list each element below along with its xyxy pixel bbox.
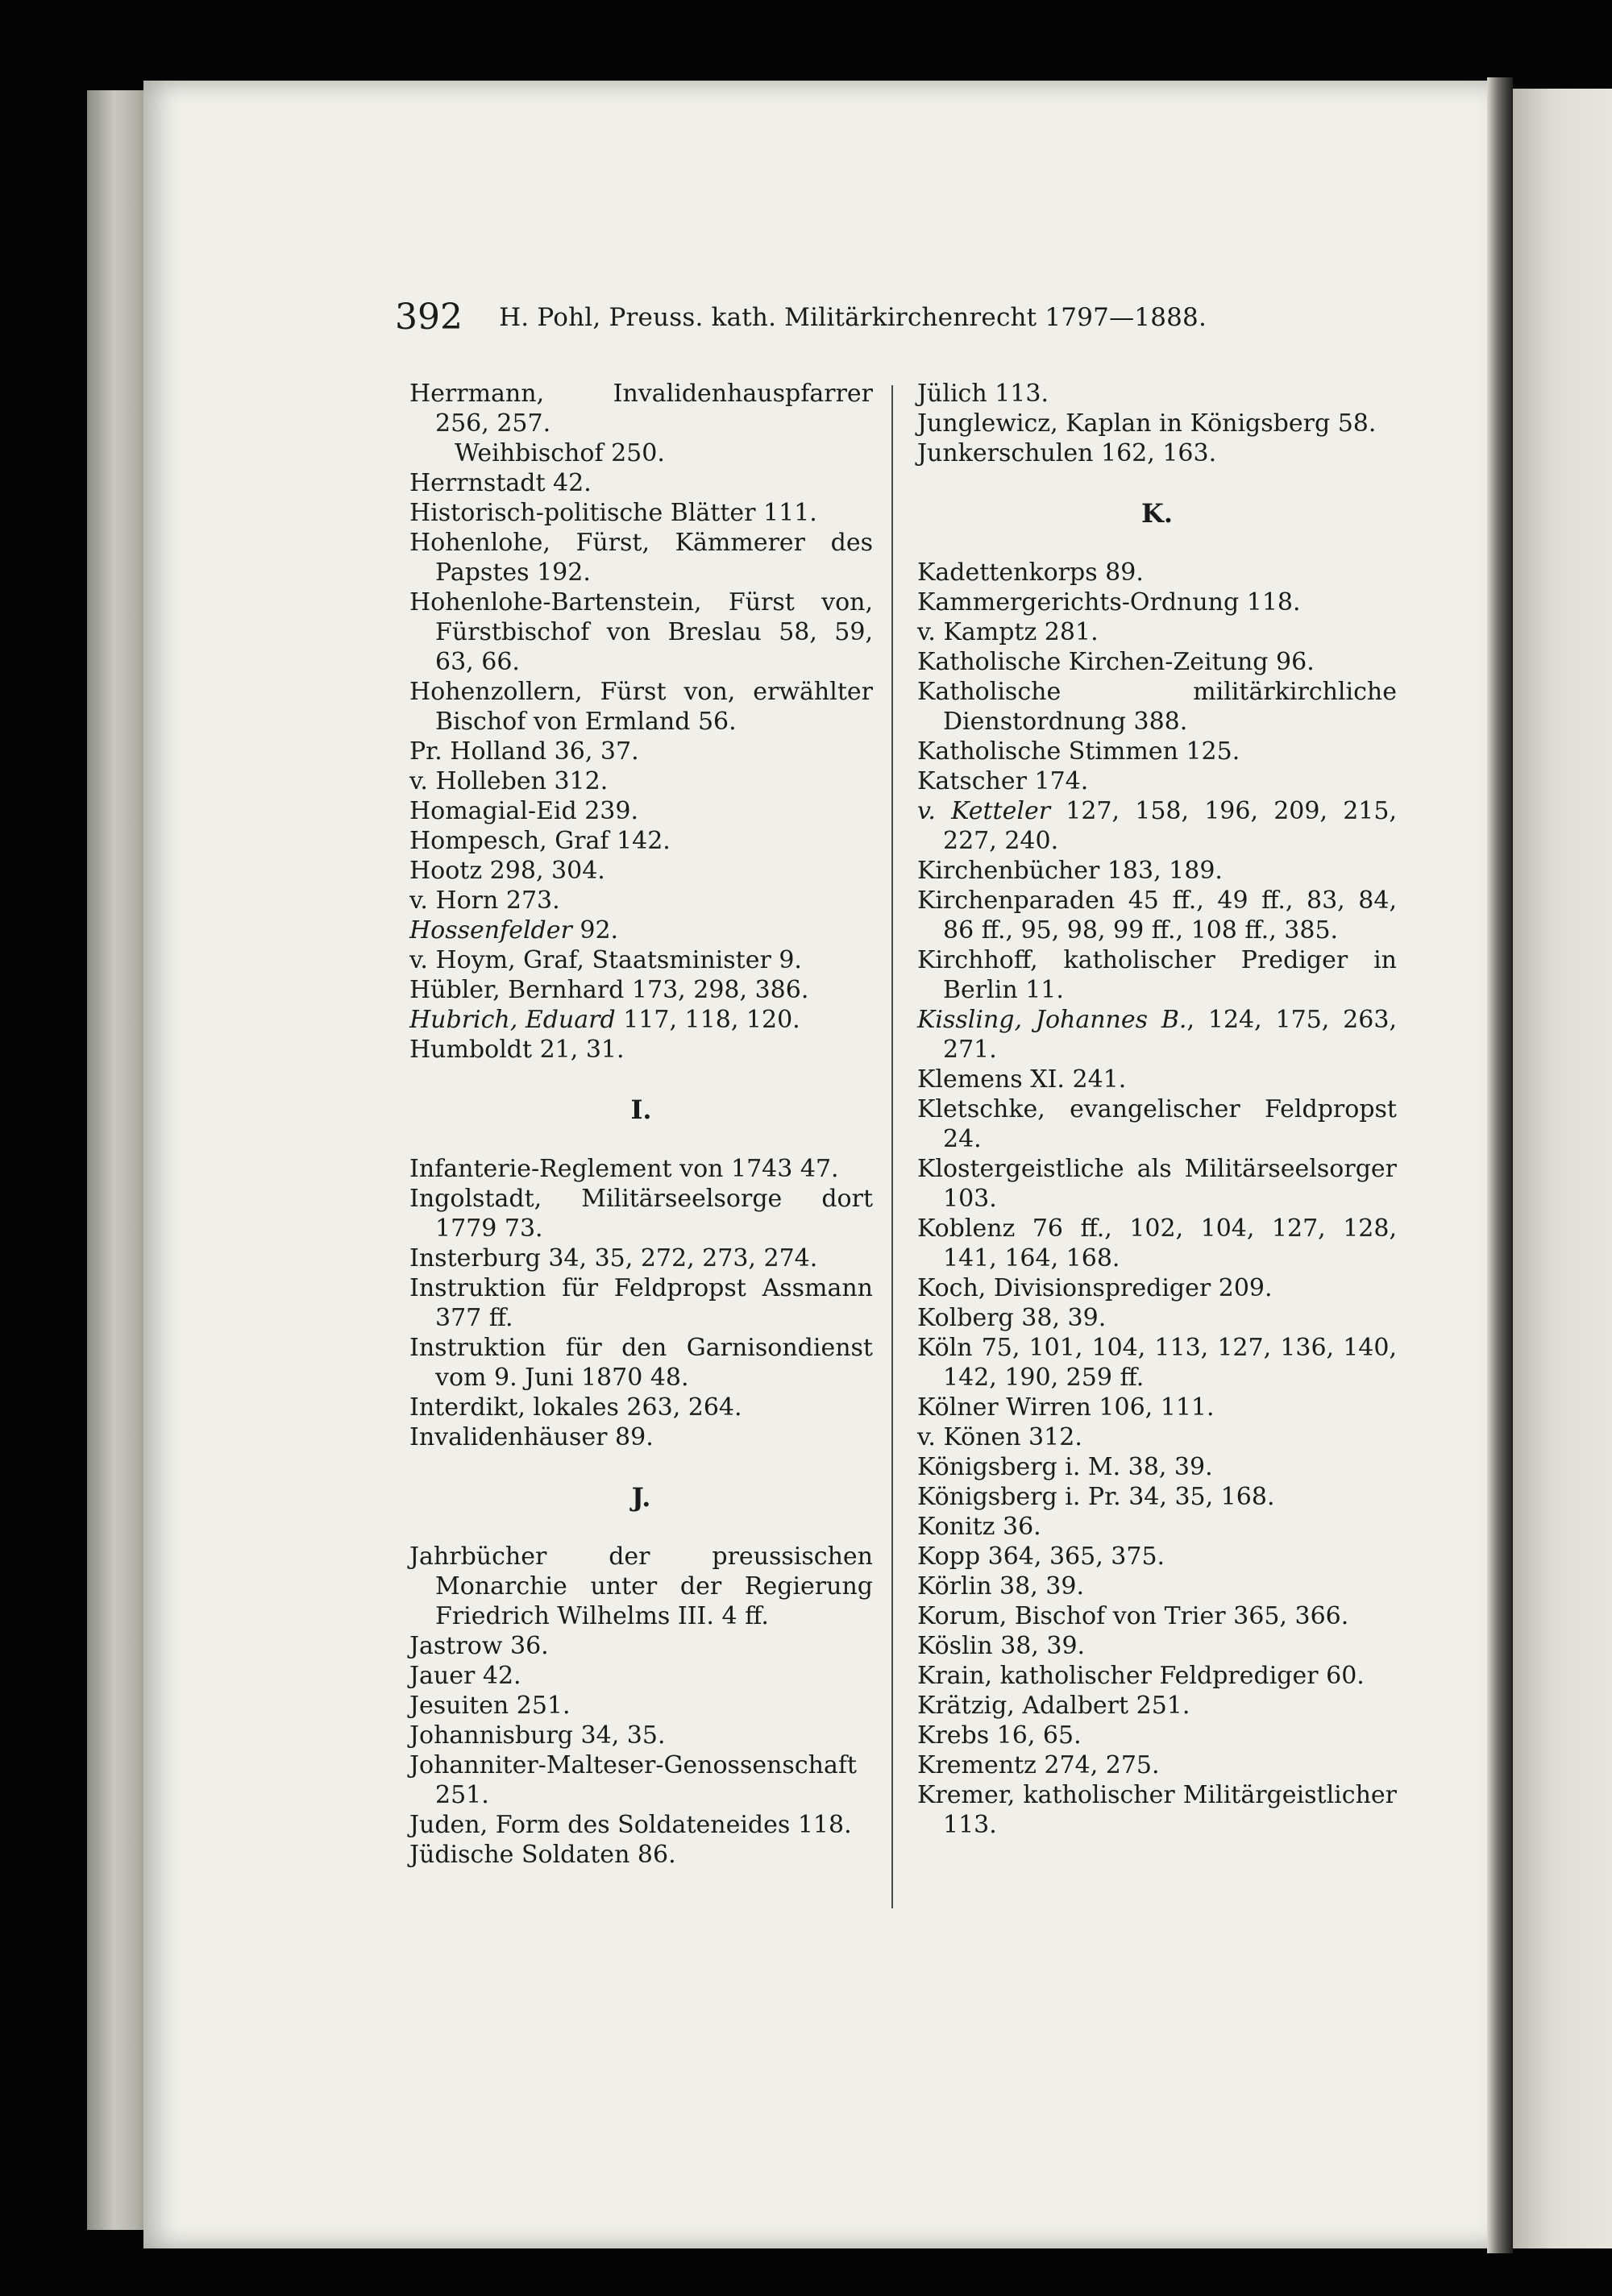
index-entry: Kammergerichts-Ordnung 118. (917, 588, 1301, 617)
index-entry-name: Hossenfelder (409, 916, 572, 945)
index-entry: Krementz 274, 275. (917, 1751, 1160, 1779)
index-entry: Hohenzollern, Fürst von, erwählter Bischof von Ermland 56. (409, 678, 873, 736)
index-entry: Königsberg i. Pr. 34, 35, 168. (917, 1483, 1275, 1511)
index-entry: Köslin 38, 39. (917, 1632, 1086, 1660)
index-entry: Interdikt, lokales 263, 264. (409, 1393, 742, 1422)
index-entry: Herrnstadt 42. (409, 469, 592, 497)
index-entry: Humboldt 21, 31. (409, 1036, 625, 1064)
index-entry: Infanterie-Reglement von 1743 47. (409, 1155, 839, 1183)
index-entry: Jastrow 36. (409, 1632, 549, 1660)
index-entry: v. Könen 312. (917, 1423, 1082, 1451)
index-entry: Hompesch, Graf 142. (409, 827, 671, 855)
index-entry: Korum, Bischof von Trier 365, 366. (917, 1602, 1349, 1630)
index-entry: Junkerschulen 162, 163. (917, 439, 1217, 467)
index-entry: Katscher 174. (917, 767, 1089, 795)
index-entry (409, 915, 873, 945)
index-entry: Köln 75, 101, 104, 113, 127, 136, 140, 142, 190, 259 ff. (917, 1334, 1397, 1392)
index-entry: Hohenlohe, Fürst, Kämmerer des Papstes 192. (409, 529, 873, 587)
index-entry: Johannisburg 34, 35. (409, 1721, 666, 1750)
index-entry: Historisch-politische Blätter 111. (409, 499, 817, 527)
index-entry: Katholische militärkirchliche Dienstordnung 388. (917, 678, 1397, 736)
index-entry: Kadettenkorps 89. (917, 558, 1144, 587)
index-entry: Instruktion für den Garnisondienst vom 9. Juni 1870 48. (409, 1334, 873, 1392)
entries-h (409, 379, 873, 1065)
entries-j (409, 1542, 873, 1870)
index-entry (409, 1005, 873, 1035)
index-entry: Jesuiten 251. (409, 1692, 571, 1720)
index-entry: Kletschke, evangelischer Feldpropst 24. (917, 1095, 1397, 1153)
index-entry: Instruktion für Feldpropst Assmann 377 ff. (409, 1274, 873, 1332)
index-entry: Königsberg i. M. 38, 39. (917, 1453, 1213, 1481)
index-entry: Kopp 364, 365, 375. (917, 1542, 1165, 1571)
index-entry: Krebs 16, 65. (917, 1721, 1082, 1750)
index-entry: Klemens XI. 241. (917, 1065, 1127, 1094)
index-entry: Jüdische Soldaten 86. (409, 1841, 676, 1869)
index-entry: Johanniter-Malteser-Genossenschaft 251. (409, 1751, 857, 1809)
header-title: H. Pohl, Preuss. kath. Militärkirchenrecht 1797—1888. (499, 303, 1207, 332)
running-head (395, 297, 1306, 345)
index-entry: Ingolstadt, Militärseelsorge dort 1779 73. (409, 1185, 873, 1243)
index-entry: Körlin 38, 39. (917, 1572, 1085, 1601)
index-entry: Kolberg 38, 39. (917, 1304, 1107, 1332)
index-entry: Kirchhoff, katholischer Prediger in Berlin 11. (917, 946, 1397, 1004)
index-entry: v. Kamptz 281. (917, 618, 1099, 646)
index-column-right (917, 379, 1397, 1840)
index-entry: Invalidenhäuser 89. (409, 1423, 654, 1451)
index-entry (917, 796, 1397, 856)
index-entry-name: Hubrich, Eduard (409, 1006, 616, 1034)
index-entry: v. Horn 273. (409, 886, 560, 915)
index-entry (917, 1005, 1397, 1065)
index-entry: Koch, Divisionsprediger 209. (917, 1274, 1273, 1302)
index-entry: Koblenz 76 ff., 102, 104, 127, 128, 141, 164, 168. (917, 1214, 1397, 1273)
facing-page-edge (1513, 89, 1612, 2248)
index-entry: Hübler, Bernhard 173, 298, 386. (409, 976, 809, 1004)
index-entry-name: Kissling, Johannes B. (917, 1006, 1187, 1034)
index-entry-pages: 92. (571, 916, 619, 945)
index-entry: Insterburg 34, 35, 272, 273, 274. (409, 1244, 818, 1273)
entries-k (917, 558, 1397, 1840)
index-entry: Katholische Kirchen-Zeitung 96. (917, 648, 1315, 676)
index-entry: Katholische Stimmen 125. (917, 737, 1240, 766)
index-entry: Konitz 36. (917, 1513, 1041, 1541)
index-entry: Kirchenparaden 45 ff., 49 ff., 83, 84, 86 ff., 95, 98, 99 ff., 108 ff., 385. (917, 886, 1397, 945)
index-entry: Homagial-Eid 239. (409, 797, 639, 825)
book-gutter (1487, 77, 1513, 2253)
section-letter-k: K. (1141, 498, 1173, 529)
entries-i (409, 1154, 873, 1452)
page-number: 392 (395, 297, 463, 338)
index-entry: Hootz 298, 304. (409, 857, 605, 885)
index-entry-pages: 117, 118, 120. (615, 1006, 800, 1034)
page-stack-edge (87, 90, 147, 2230)
index-entry: Junglewicz, Kaplan in Königsberg 58. (917, 409, 1377, 438)
index-entry: Jahrbücher der preussischen Monarchie unter der Regierung Friedrich Wilhelms III. 4 ff. (409, 1542, 873, 1630)
index-entry-pages: 127, 158, 196, 209, 215, 227, 240. (943, 797, 1397, 855)
index-entry: Pr. Holland 36, 37. (409, 737, 639, 766)
index-entry: v. Hoym, Graf, Staatsminister 9. (409, 946, 802, 974)
index-entry-name: v. Ketteler (917, 797, 1051, 825)
index-entry: Jülich 113. (917, 380, 1049, 408)
index-entry: Kölner Wirren 106, 111. (917, 1393, 1215, 1422)
index-entry: Krätzig, Adalbert 251. (917, 1692, 1190, 1720)
index-entry: Krain, katholischer Feldprediger 60. (917, 1662, 1365, 1690)
section-letter-j: J. (631, 1482, 651, 1513)
section-letter-i: I. (630, 1094, 652, 1125)
index-entry: Kirchenbücher 183, 189. (917, 857, 1223, 885)
index-entry: Hohenlohe-Bartenstein, Fürst von, Fürstbischof von Breslau 58, 59, 63, 66. (409, 588, 873, 676)
index-entry: Juden, Form des Soldateneides 118. (409, 1811, 852, 1839)
entries-j-continued (917, 379, 1397, 468)
index-column-left (409, 379, 873, 1870)
index-entry: Herrmann, Invalidenhauspfarrer 256, 257. (409, 380, 873, 438)
index-entry-pages: , 124, 175, 263, 271. (943, 1006, 1397, 1064)
index-entry: Kremer, katholischer Militärgeistlicher 113. (917, 1781, 1397, 1839)
index-subentry: Weihbischof 250. (455, 439, 665, 467)
index-entry: v. Holleben 312. (409, 767, 609, 795)
index-entry: Klostergeistliche als Militärseelsorger 103. (917, 1155, 1397, 1213)
column-divider (891, 385, 893, 1908)
index-entry: Jauer 42. (409, 1662, 521, 1690)
